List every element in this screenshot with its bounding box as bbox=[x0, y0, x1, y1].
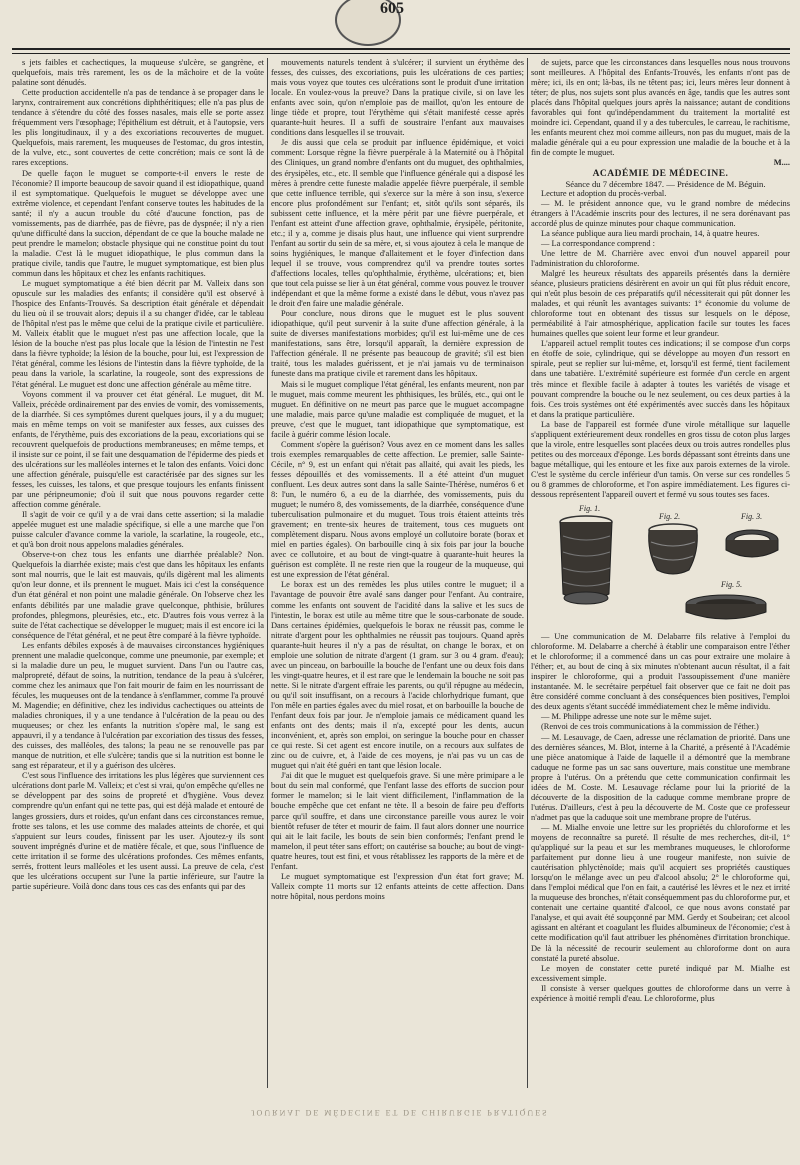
academy-paragraph: — M. Mialhe envoie une lettre sur les propriétés du chloroforme et les moyens de reconnaître sa pureté. Il résulte de mes recherches, dit-il, 1° qu'appliqué sur la peau et sur les membranes muqueuses, le chloroforme parfaitement pur donne lieu à une rougeur manifeste, non suivie de cautérisation phlyctènoïde; mais qu'il acquiert ses propriétés caustiques lorsqu'on le mélange avec un peu d'alcool absolu; 2° le chloroforme qui, dans l'emploi médical que l'on en fait, a cautérisé les lèvres et le nez et irrité la muqueuse des bronches, n'était conséquemment pas du chloroforme pur, et contenait une certaine quantité d'alcool, ce que nous avons constaté par l'analyse, et qui avait été soupçonné par MM. Gerdy et Soubeiran; cet alcool agissant en altérant et coagulant les fluides albumineux de l'économie; c'est à cette modification qu'il faut attribuer les phénomènes d'irritation bronchique. De là la nécessité de recourir seulement au chloroforme dont on aura constaté la pureté absolue. bbox=[531, 822, 790, 963]
academy-paragraph: — M. Lesauvage, de Caen, adresse une réclamation de priorité. Dans une des dernières séances, M. Blot, interne à la Charité, a présenté à l'Académie une pièce anatomique à l'aide de laquelle il a démontré que la membrane caduque ne forme pas un sac sans ouverture, mais constitue une membrane propre à l'utérus. On a prétendu que cette communication confirmait les idées de M. Coste. M. Lesauvage réclame pour lui la priorité de la découverte de la disposition de la caduque comme membrane propre de l'utérus. D'ailleurs, c'est à peu la découverte de M. Coste que ce professeur n'admet pas que la caduque soit une membrane propre de l'utérus. bbox=[531, 732, 790, 822]
apparatus-figures bbox=[531, 504, 790, 628]
paragraph: De quelle façon le muguet se comporte-t-il envers le reste de l'économie? Il importe beaucoup de savoir quand il est idiopathique, quand il est symptomatique. Quelquefois le muguet se développe avec une extrême violence, et cependant l'enfant conserve toutes les habitudes de la santé; il n'y a aucun trouble du côté d'aucune fonction, pas de vomissements, pas de diarrhée, pas de fièvre, pas de dyspnée; il n'y a rien qu'une difficulté dans la succion, dépendant de ce que la bouche malade ne peut prendre le mamelon; obstacle physique qui ne constitue point du tout la maladie. C'est là le muguet idiopathique, le plus commun dans la pratique civile, tandis que l'autre, le muguet symptomatique, est bien plus commun dans les hôpitaux et chez les enfants rachitiques. bbox=[12, 168, 264, 278]
paragraph: Voyons comment il va prouver cet état général. Le muguet, dit M. Valleix, précède ordinairement par des envies de vomir, des vomissements, de la diarrhée. Si ces symptômes durent quelques jours, il y a du muguet; mais en même temps on voit se manifester aux fesses, aux cuisses des enfants, de l'érythème, puis des excoriations de la peau, excoriations qui se recouvrent quelquefois de productions membraneuses; en même temps, et il insiste sur ce point, il se fait une desquamation de l'épiderme des pieds et des ulcérations sur les malléoles internes et le talon des enfants. Voici donc une affection générale, puisqu'elle est caractérisée par des signes sur les fesses, les cuisses, les talons, et que presque toujours les enfants finissent par une péripneumonie; d'où il suit que nous pouvons regarder cette affection comme générale. bbox=[12, 389, 264, 510]
paragraph: Pour conclure, nous dirons que le muguet est le plus souvent idiopathique, qu'il peut survenir à la suite d'une affection générale, à la suite de diverses manifestations morbides; qu'il est lui-même une de ces manifestations, sans être, lorsqu'il apparaît, la dernière expression de l'affection générale. Il ne présente pas beaucoup de gravité; s'il est bien traité, tous les malades guérissent, et je n'ai jamais vu de terminaison funeste dans ma pratique civile et rarement dans les hôpitaux. bbox=[271, 309, 524, 379]
column-3 bbox=[531, 58, 790, 1093]
figure-label: Fig. 2. bbox=[659, 512, 681, 522]
academy-paragraph: Une lettre de M. Charrière avec envoi d'un nouvel appareil pour l'administration du chloroforme. bbox=[531, 248, 790, 268]
chloroform-inhaler-open-icon bbox=[553, 514, 619, 610]
show-through-text: JOURNAL DE MÉDECINE ET DE CHIRURGIE PRATIQUES bbox=[251, 1108, 549, 1117]
academy-paragraph: Le moyen de constater cette pureté indiqué par M. Mialhe est excessivement simple. bbox=[531, 963, 790, 983]
paragraph: Le muguet symptomatique a été bien décrit par M. Valleix dans son opuscule sur les maladies des enfants; il considère qu'il est observé à l'hospice des Enfants-Trouvés. Sa description était générale et dépendait du lieu où il se trouvait alors; depuis il a su changer d'idée, car le tableau de l'hôpital n'est pas le même que celui de la pratique civile et particulière. M. Valleix établit que le muguet n'est pas une affection locale, que la lésion de la bouche n'est pas plus locale que la lésion de l'intestin ne l'est dans la fièvre typhoïde; la lésion de la bouche, pour lui, est l'expression de l'état général, comme les lésions de l'intestin dans la fièvre typhoïde, de la peau dans la variole, la scarlatine, la rougeole, sont des expressions de l'état général. Le muguet est donc une affection générale au même titre. bbox=[12, 279, 264, 389]
paragraph: mouvements naturels tendent à s'ulcérer; il survient un érythème des fesses, des cuisses, des excoriations, puis les ulcérations de ces parties; mais vous voyez que toutes ces ulcérations sont le produit d'une irritation locale. En voulez-vous la preuve? Dans la pratique civile, si on lave les enfants avec soin, qu'on n'emploie pas de maillot, qu'on les entoure de linge tiède et propre, tout l'érythème qui s'était manifesté cesse après quarante-huit heures. Il a suffi de soustraire l'enfant aux mauvaises conditions dans lesquelles il se trouvait. bbox=[271, 58, 524, 138]
figure-label: Fig. 3. bbox=[741, 512, 763, 522]
paragraph: J'ai dit que le muguet est quelquefois grave. Si une mère primipare a le bout du sein mal conformé, que l'enfant lasse des efforts de succion pour former le mamelon; si le lait vient difficilement, l'inflammation de la bouche empêche que cet enfant ne tète. Il a besoin de faire peu d'efforts parce qu'il souffre, et dans une circonstance pareille vous aurez le voir bientôt refuser de téter et mourir de faim. Il faut alors donner une nourrice qui ait le lait facile, les bouts de sein bien conformés; l'enfant prend le mamelon, il peut téter sans effort; on cautérise sa bouche; au bout de vingt-quatre heures, tout est fini, et vous rétablissez les rapports de la mère et de l'enfant. bbox=[271, 771, 524, 871]
academy-paragraph: La base de l'appareil est formée d'une virole métallique sur laquelle s'appliquent extérieurement deux rondelles en gros tissu de coton plus larges que la virole, entre lesquelles sont placées deux ou trois autres rondelles plus petites ou des morceaux d'éponge. Les bords dépassant sont étreints dans une bague métallique, qui les entoure et les fixe aux parois externes de la virole. C'est le système du cercle inférieur d'un tamis. On verse sur ces rondelles 5 ou 8 grammes de chloroforme, et l'on aspire immédiatement. Les figures ci-dessous représentent l'appareil ouvert et fermé vu sous toutes ses faces. bbox=[531, 419, 790, 500]
academy-paragraph: (Renvoi de ces trois communications à la commission de l'éther.) bbox=[541, 722, 759, 732]
header-rule-thin bbox=[12, 53, 790, 54]
paragraph: de sujets, parce que les circonstances dans lesquelles nous nous trouvons sont meilleures. A l'hôpital des Enfants-Trouvés, les enfants n'ont pas de mère; ici, ils en ont; là-bas, ils ne têtent pas; ici, leurs mères leur donnent à téter; de plus, nos sujets sont plus avancés en âge, tandis que les autres sont placés dans l'hôpital quelques jours après la naissance; autant de conditions favorables qui font qu'indépendamment du traitement la mortalité est moindre ici. Cependant, quand il y a des tubercules, le carreau, le rachitisme, les enfants meurent chez moi comme ailleurs, non pas du muguet, mais de la maladie générale qui a eu pour expression une maladie de la bouche et à la fin de compte le muguet. bbox=[531, 58, 790, 158]
column-2 bbox=[271, 58, 524, 1093]
paragraph: Je dis aussi que cela se produit par influence épidémique, et voici comment: Lorsque règne la fièvre puerpérale à la Maternité ou à l'hôpital des Cliniques, un grand nombre d'enfants ont du muguet, des ophthalmies, des érysipèles, etc., etc. Il semble que l'influence générale qui a disposé les mères à prendre cette funeste maladie appelée fièvre puerpérale, il semble que cette influence terrible, qui s'exerce sur la mère à son insu, s'exerce encore plus profondément sur l'enfant; et, sitôt qu'ils sont séparés, ils subissent cette influence, et la mère périt par une fièvre puerpérale, et l'enfant est atteint d'une affection grave, ophthalmie, érysipèle, péritonite, etc.; il y a, comme je disais plus haut, une influence qui vient surprendre l'enfant au sortir du sein de sa mère, et, si vous ajoutez à cela le manque de soins hygiéniques, le manque d'allaitement et le foyer d'infection dans lequel il se trouve, vous comprendrez qu'il va prendre toutes sortes d'affections locales, telles qu'ophthalmie, érythème, ulcérations; et, bien que tout cela puisse se lier à un état général, comme vous pouvez le trouver indépendant et que la même forme a existé dans le début, vous n'avez pas le droit d'en faire une maladie générale. bbox=[271, 138, 524, 309]
academy-paragraph: — Une communication de M. Delabarre fils relative à l'emploi du chloroforme. M. Delabarre a cherché à établir une comparaison entre l'éther et le chloroforme; il a commencé dans un cas pour extraire une molaire à l'éther; et, au bout de cinq à six minutes n'obtenant aucun résultat, il a fait inspirer le chloroforme, qui a produit l'assoupissement d'une manière instantanée. M. le secrétaire perpétuel fait observer que ce fait ne doit pas être considéré comme concluant à des conséquences bien positives, l'emploi des deux agents s'étant succédé immédiatement chez le même individu. bbox=[531, 632, 790, 712]
academy-paragraph: — M. Philippe adresse une note sur le même sujet. bbox=[541, 712, 712, 722]
paragraph: Cette production accidentelle n'a pas de tendance à se propager dans le larynx, contrairement aux concrétions diphthéritiques; elle n'a pas plus de tendance à s'étendre du côté des fosses nasales, mais elle se porte assez fréquemment vers l'œsophage; l'épithélium est détruit, et à l'autopsie, vers les plis longitudinaux, il y a des excoriations recouvertes de muguet. Quelquefois, mais rarement, les muqueuses de l'estomac, du gros intestin, de la vulve, etc., sont couvertes de cette concrétion; mais ce sont là de rares exceptions. bbox=[12, 88, 264, 168]
paragraph: s jets faibles et cachectiques, la muqueuse s'ulcère, se gangrène, et quelquefois, mais très rarement, les os de la mâchoire et de la voûte palatine sont dénudés. bbox=[12, 58, 264, 88]
paragraph: C'est sous l'influence des irritations les plus légères que surviennent ces ulcérations dont parle M. Valleix; et c'est si vrai, qu'on empêche qu'elles ne se développent par des soins de propreté et d'hygiène. Vous devez comprendre qu'un enfant qui ne tette pas, qui est déjà malade et entouré de langes grossiers, durs et roides, qu'un enfant dans ces circonstances remue, frotte ses talons, et les use comme des malades atteints de chorée, et qui s'appuient sur leurs coudes, finissent par les user. Ajoutez-y ils sont souvent imprégnés d'urine et de matière fécale, et que, sous l'influence de cette irritation il se forme des ulcérations profondes. Ces mêmes enfants, serrés, frottent leurs malléoles et les usent aussi. La preuve de cela, c'est que les ulcérations occupent sur l'une la partie inférieure, sur l'autre la partie supérieure. Voilà donc dans tous ces cas des enfants qui par des bbox=[12, 771, 264, 891]
academy-paragraph: — La correspondance comprend : bbox=[541, 238, 655, 248]
article-columns bbox=[12, 58, 790, 1093]
header-rule bbox=[12, 48, 790, 50]
academy-paragraph: Il consiste à verser quelques gouttes de chloroforme dans un verre à expérience à moitié rempli d'eau. Le chloroforme, plus bbox=[531, 983, 790, 1003]
figure-label: Fig. 1. bbox=[579, 504, 601, 514]
paragraph: Mais si le muguet complique l'état général, les enfants meurent, non par le muguet, mais comme meurent les phthisiques, les brûlés, etc., qui ont le muguet. En définitive on ne meurt pas parce que le muguet accompagne une maladie, mais parce qu'une maladie est compliquée de muguet, et la preuve, c'est que le muguet, tant idiopathique que symptomatique, est facile à guérir comme lésion locale. bbox=[271, 379, 524, 439]
paragraph: Le muguet symptomatique est l'expression d'un état fort grave; M. Valleix compte 11 morts sur 12 enfants atteints de cette affection. Dans notre hôpital, nous perdons moins bbox=[271, 871, 524, 901]
paragraph: Comment s'opère la guérison? Vous avez en ce moment dans les salles trois exemples remarquables de cette affection. Le premier, salle Sainte-Cécile, n° 9, est un enfant qui n'était pas allaité, qui avait les pieds, les fesses dépouillés et des vomissements. Il a été atteint d'un muguet confluent. Les deux autres sont dans la salle Sainte-Thérèse, numéros 6 et 8: l'un, le numéro 6, a eu de la diarrhée, des vomissements, puis du muguet; le numéro 8, des vomissements, de la diarrhée, conséquence d'une tuberculisation pulmonaire et du muguet. Tous trois étaient atteints très gravement; en trente-six heures de traitement, tous ces muguets ont complètement disparu. Nous avons employé un collutoire borate (borax et miel en parties égales). On barbouille cinq à six fois par jour la bouche avec ce collutoire, et au bout de vingt-quatre à quarante-huit heures la guérison est complète. Il ne reste rien que la rougeur de la muqueuse, qui est une expression de l'état général. bbox=[271, 439, 524, 580]
academy-paragraph: L'appareil actuel remplit toutes ces indications; il se compose d'un corps en étoffe de soie, cylindrique, qui se développe au moyen d'un ressort en spirale, peut se replier sur lui-même, et, lorsqu'il est fermé, tient facilement dans une tabatière. L'extrémité supérieure est formée d'un cercle en argent très mince et flexible facile à adapter à toutes les variétés de visage et pouvant comprendre la bouche ou le nez seulement, ou ces deux parties à la fois. Ces trois systèmes ont été expérimentés avec succès dans les hôpitaux et dans la pratique particulière. bbox=[531, 339, 790, 419]
page-number: 605 bbox=[380, 0, 404, 17]
academy-session: Séance du 7 décembre 1847. — Présidence de M. Béguin. bbox=[565, 178, 766, 189]
figure-label: Fig. 5. bbox=[721, 580, 743, 590]
paragraph: Il s'agit de voir ce qu'il y a de vrai dans cette assertion; si la maladie appelée muguet est une maladie spécifique, si elle a une marche que l'on puisse calculer d'avance comme la variole, la scarlatine, la rougeole, etc., et qu'à bon droit nous appelons maladies générales. bbox=[12, 510, 264, 550]
article-signature: M.... bbox=[773, 158, 790, 168]
chloroform-inhaler-half-icon bbox=[643, 522, 703, 580]
academy-paragraph: Malgré les heureux résultats des appareils présentés dans la dernière séance, plusieurs praticiens désirèrent en avoir un qui fût plus réduit encore, qui n'eût plus besoin de ces préparatifs qu'il nécessiterait qui pût donner les malades, et qui réunît les avantages suivants: 1° économie du volume de chloroforme tout en obtenant des tissus sur lesquels on le dépose, perméabilité à l'air atmosphérique, application facile sur toutes les faces humaines quelles que soient leur forme et leur grandeur. bbox=[531, 268, 790, 339]
academy-paragraph: — M. le président annonce que, vu le grand nombre de médecins étrangers à l'Académie inscrits pour des lectures, il ne sera dorénavant pas accordé plus de quinze minutes pour chaque communication. bbox=[531, 198, 790, 228]
academy-minutes: Lecture et adoption du procès-verbal. bbox=[541, 188, 667, 198]
paragraph: Le borax est un des remèdes les plus utiles contre le muguet; il a l'avantage de pouvoir être avalé sans danger pour l'enfant. Au contraire, comme les enfants ont souvent de l'acidité dans la salive et les sucs de l'intestin, le borax est utile au même titre que le sous-carbonate de soude. Dans certaines épidémies, quelquefois le borax ne réussit pas, comme le nitrate d'argent pour les ophthalmies ne réussit pas toujours. Quand après quarante-huit heures il n'y a pas de résultat, on change le borax, et on emploie une solution de nitrate d'argent (1 gram. sur 3 ou 4 gram. d'eau); avec un pinceau, on barbouille la bouche de l'enfant une ou deux fois dans les vingt-quatre heures, et il est rare que le lendemain la bouche ne soit pas nette. Si le nitrate d'argent effraie les parents, ou qu'il répugne au médecin, ou qu'il soit insuffisant, on a recours à l'acide chlorhydrique fumant, que l'on mêle en parties égales avec du miel rosat, et on barbouille la bouche de l'enfant deux fois par jour. Je n'emploie jamais ce médicament quand les enfants ont des dents; mais il n'a, excepté pour les dents, aucun inconvénient, et, après son emploi, on seringue la bouche pour en chasser ce qui reste. Si cet agent est encore inutile, on a recours aux sulfates de zinc ou de cuivre, et, à l'aide de ces moyens, je n'ai pas vu un cas de muguet qui n'ait été guéri en tant que lésion locale. bbox=[271, 580, 524, 771]
chloroform-inhaler-closed-icon bbox=[681, 592, 771, 624]
column-1 bbox=[12, 58, 264, 1093]
academy-heading: ACADÉMIE DE MÉDECINE. bbox=[592, 168, 729, 179]
academy-paragraph: La séance publique aura lieu mardi prochain, 14, à quatre heures. bbox=[541, 228, 760, 238]
paragraph: Observe-t-on chez tous les enfants une diarrhée préalable? Non. Quelquefois la diarrhée existe; mais c'est que dans les hôpitaux les enfants sont mal nourris, que le lait est mauvais, qu'ils digèrent mal les aliments qu'on leur donne, et ils prennent le muguet. Mais ici c'est la conséquence d'un état général et non point une maladie générale. On l'observe chez les enfants débilités par une maladie grave quelconque, phthisie, brûlures profondes, phlegmons, pleurésies, etc., etc. D'autres fois vous verrez à la suite de l'état cachectique se développer le muguet; mais il est encore ici la conséquence de l'état général, et ne peut être comparé à la fièvre typhoïde. bbox=[12, 550, 264, 640]
paragraph: Les enfants débiles exposés à de mauvaises circonstances hygiéniques prennent une maladie quelconque, comme une pneumonie, par exemple; et si la maladie dure un peu, le muguet survient. Dans l'un ou l'autre cas, malpropreté, défaut de soins, la nutrition, tendance de la peau à s'ulcérer, comme chez les animaux que l'on fait mourir de faim en les nourrissant de fécules, les muqueuses ont de la tendance à s'enflammer, comme l'a prouvé M. Magendie; en définitive, chez les individus cachectiques ou atteints de maladies chroniques, il y a une tendance à l'ulcération de la peau ou des muqueuses; or chez les enfants la nutrition s'opère mal, le sang est appauvri, il y a tendance à l'ulcération par excoriation des tissus des fesses, des cuisses, des malléoles, des talons; la peau ne se renouvelle pas par manque de nutrition, et elle s'ulcère; tandis que si la nutrition est bonne le sang est réparateur, et il y a guérison des ulcères. bbox=[12, 640, 264, 771]
chloroform-inhaler-ring-icon bbox=[723, 526, 781, 566]
